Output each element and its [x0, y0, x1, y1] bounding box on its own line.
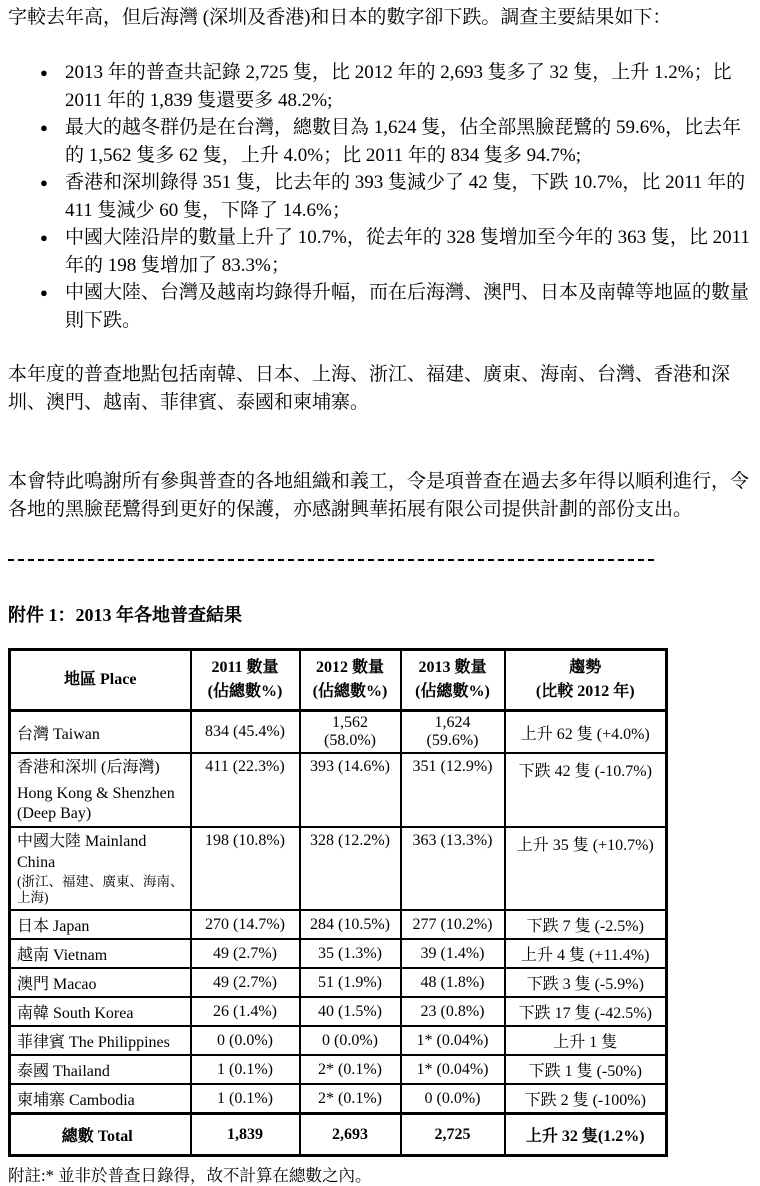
- cell-trend: 下跌 3 隻 (-5.9%): [505, 968, 667, 997]
- acknowledgement-paragraph: 本會特此鳴謝所有參與普查的各地組織和義工，令是項普查在過去多年得以順利進行，令各地的黑臉琵鷺得到更好的保護，亦感謝興華拓展有限公司提供計劃的部份支出。: [8, 471, 750, 520]
- header-2013-line1: 2013 數量: [418, 659, 487, 676]
- cell-trend: 上升 1 隻: [505, 1026, 667, 1055]
- header-2012-line1: 2012 數量: [315, 659, 384, 676]
- bullet-icon: ●: [40, 65, 48, 80]
- table-row-cambodia: [10, 1084, 667, 1114]
- cell-2013: 48 (1.8%): [401, 968, 505, 997]
- table-row-philippines: [10, 1026, 667, 1055]
- cell-place: 柬埔寨 Cambodia: [10, 1084, 191, 1114]
- cell-2011: 26 (1.4%): [191, 997, 300, 1026]
- table-row-south-korea: [10, 997, 667, 1026]
- header-2013-line2: (佔總數%): [415, 683, 490, 700]
- bullet-icon: ●: [40, 120, 48, 135]
- cell-2011-total: 1,839: [191, 1114, 300, 1156]
- place-provinces: (浙江、福建、廣東、海南、上海): [17, 873, 184, 906]
- bullet-text: 中國大陸、台灣及越南均錄得升幅，而在后海灣、澳門、日本及南韓等地區的數量則下跌。: [65, 282, 750, 331]
- table-row-macao: [10, 968, 667, 997]
- place-zh: 中國大陸 Mainland China: [17, 833, 147, 871]
- cell-2013: 363 (13.3%): [401, 827, 505, 910]
- cell-2012: 40 (1.5%): [300, 997, 401, 1026]
- attachment-title: 附件 1：2013 年各地普查結果: [8, 605, 242, 625]
- header-2012: [300, 650, 401, 711]
- cell-trend: 上升 62 隻 (+4.0%): [505, 711, 667, 754]
- results-bullet-list: [8, 59, 752, 334]
- cell-2011: 0 (0.0%): [191, 1026, 300, 1055]
- bullet-item: [8, 279, 752, 334]
- bullet-text: 2013 年的普查共記錄 2,725 隻，比 2012 年的 2,693 隻多了 32 隻，上升 1.2%；比 2011 年的 1,839 隻還要多 48.2%;: [65, 62, 732, 111]
- cell-2012: 1,562 (58.0%): [300, 711, 401, 754]
- footnote: 附註:* 並非於普查日錄得，故不計算在總數之內。: [8, 1166, 372, 1186]
- bullet-text: 中國大陸沿岸的數量上升了 10.7%，從去年的 328 隻增加至今年的 363 隻，比 2011 年的 198 隻增加了 83.3%；: [65, 227, 750, 276]
- cell-2013: 0 (0.0%): [401, 1084, 505, 1114]
- bullet-text: 香港和深圳錄得 351 隻，比去年的 393 隻減少了 42 隻，下跌 10.7%，比 2011 年的 411 隻減少 60 隻，下降了 14.6%；: [65, 172, 746, 221]
- header-trend-line1: 趨勢: [569, 659, 602, 676]
- header-trend-line2: (比較 2012 年): [535, 683, 635, 700]
- cell-2011: 834 (45.4%): [191, 711, 300, 754]
- cell-place: [10, 753, 191, 827]
- cell-2012-total: 2,693: [300, 1114, 401, 1156]
- cell-place: 菲律賓 The Philippines: [10, 1026, 191, 1055]
- cell-place: 台灣 Taiwan: [10, 711, 191, 754]
- cell-trend: 下跌 1 隻 (-50%): [505, 1055, 667, 1084]
- bullet-item: [8, 114, 752, 169]
- bullet-text: 最大的越冬群仍是在台灣，總數目為 1,624 隻，佔全部黑臉琵鷺的 59.6%，比去年的 1,562 隻多 62 隻，上升 4.0%；比 2011 年的 834 隻多 94.7%;: [65, 117, 742, 166]
- cell-place: 越南 Vietnam: [10, 939, 191, 968]
- cell-2012: 2* (0.1%): [300, 1084, 401, 1114]
- bullet-icon: ●: [40, 285, 48, 300]
- cell-2013: 39 (1.4%): [401, 939, 505, 968]
- cell-trend: 下跌 2 隻 (-100%): [505, 1084, 667, 1114]
- place-en: Hong Kong & Shenzhen (Deep Bay): [17, 784, 175, 822]
- locations-paragraph: 本年度的普查地點包括南韓、日本、上海、浙江、福建、廣東、海南、台灣、香港和深圳、澳門、越南、菲律賓、泰國和柬埔寨。: [8, 364, 731, 413]
- cell-2011: 1 (0.1%): [191, 1084, 300, 1114]
- bullet-item: [8, 224, 752, 279]
- intro-paragraph: 字較去年高，但后海灣 (深圳及香港)和日本的數字卻下跌。調查主要結果如下：: [8, 7, 672, 28]
- cell-2011: 411 (22.3%): [191, 753, 300, 827]
- cell-trend-total: 上升 32 隻(1.2%): [505, 1114, 667, 1156]
- cell-2012: 2* (0.1%): [300, 1055, 401, 1084]
- header-2012-line2: (佔總數%): [312, 683, 388, 700]
- cell-place: [10, 827, 191, 910]
- table-row-mainland-china: [10, 827, 667, 910]
- cell-2011: 49 (2.7%): [191, 939, 300, 968]
- cell-2012: 35 (1.3%): [300, 939, 401, 968]
- cell-trend: 下跌 42 隻 (-10.7%): [505, 753, 667, 827]
- cell-trend: 下跌 17 隻 (-42.5%): [505, 997, 667, 1026]
- cell-place: 泰國 Thailand: [10, 1055, 191, 1084]
- cell-2012: 328 (12.2%): [300, 827, 401, 910]
- dashed-divider: [8, 559, 654, 561]
- place-zh: 香港和深圳 (后海灣): [17, 759, 160, 776]
- cell-trend: 上升 4 隻 (+11.4%): [505, 939, 667, 968]
- table-row-hongkong-shenzhen: [10, 753, 667, 827]
- census-results-table: [8, 648, 668, 1157]
- cell-2011: 1 (0.1%): [191, 1055, 300, 1084]
- cell-2013: 1* (0.04%): [401, 1055, 505, 1084]
- header-place: 地區 Place: [10, 650, 191, 711]
- cell-2012: 393 (14.6%): [300, 753, 401, 827]
- header-2011-line1: 2011 數量: [211, 659, 279, 676]
- cell-2013: 1* (0.04%): [401, 1026, 505, 1055]
- cell-2011: 49 (2.7%): [191, 968, 300, 997]
- header-2011-line2: (佔總數%): [207, 683, 283, 700]
- cell-2013-total: 2,725: [401, 1114, 505, 1156]
- bullet-icon: ●: [40, 175, 48, 190]
- cell-2011: 270 (14.7%): [191, 910, 300, 939]
- header-trend: [505, 650, 667, 711]
- cell-2011: 198 (10.8%): [191, 827, 300, 910]
- cell-place: 南韓 South Korea: [10, 997, 191, 1026]
- table-row-total: [10, 1114, 667, 1156]
- cell-2013: 1,624 (59.6%): [401, 711, 505, 754]
- cell-trend: 上升 35 隻 (+10.7%): [505, 827, 667, 910]
- cell-place-total: 總數 Total: [10, 1114, 191, 1156]
- cell-2012: 51 (1.9%): [300, 968, 401, 997]
- table-row-vietnam: [10, 939, 667, 968]
- cell-2012: 284 (10.5%): [300, 910, 401, 939]
- cell-2012: 0 (0.0%): [300, 1026, 401, 1055]
- cell-place: 日本 Japan: [10, 910, 191, 939]
- bullet-icon: ●: [40, 230, 48, 245]
- table-row-japan: [10, 910, 667, 939]
- header-2013: [401, 650, 505, 711]
- cell-trend: 下跌 7 隻 (-2.5%): [505, 910, 667, 939]
- bullet-item: [8, 169, 752, 224]
- cell-place: 澳門 Macao: [10, 968, 191, 997]
- bullet-item: [8, 59, 752, 114]
- cell-2013: 351 (12.9%): [401, 753, 505, 827]
- table-row-thailand: [10, 1055, 667, 1084]
- cell-2013: 23 (0.8%): [401, 997, 505, 1026]
- header-2011: [191, 650, 300, 711]
- cell-2013: 277 (10.2%): [401, 910, 505, 939]
- table-header-row: [10, 650, 667, 711]
- table-row-taiwan: [10, 711, 667, 754]
